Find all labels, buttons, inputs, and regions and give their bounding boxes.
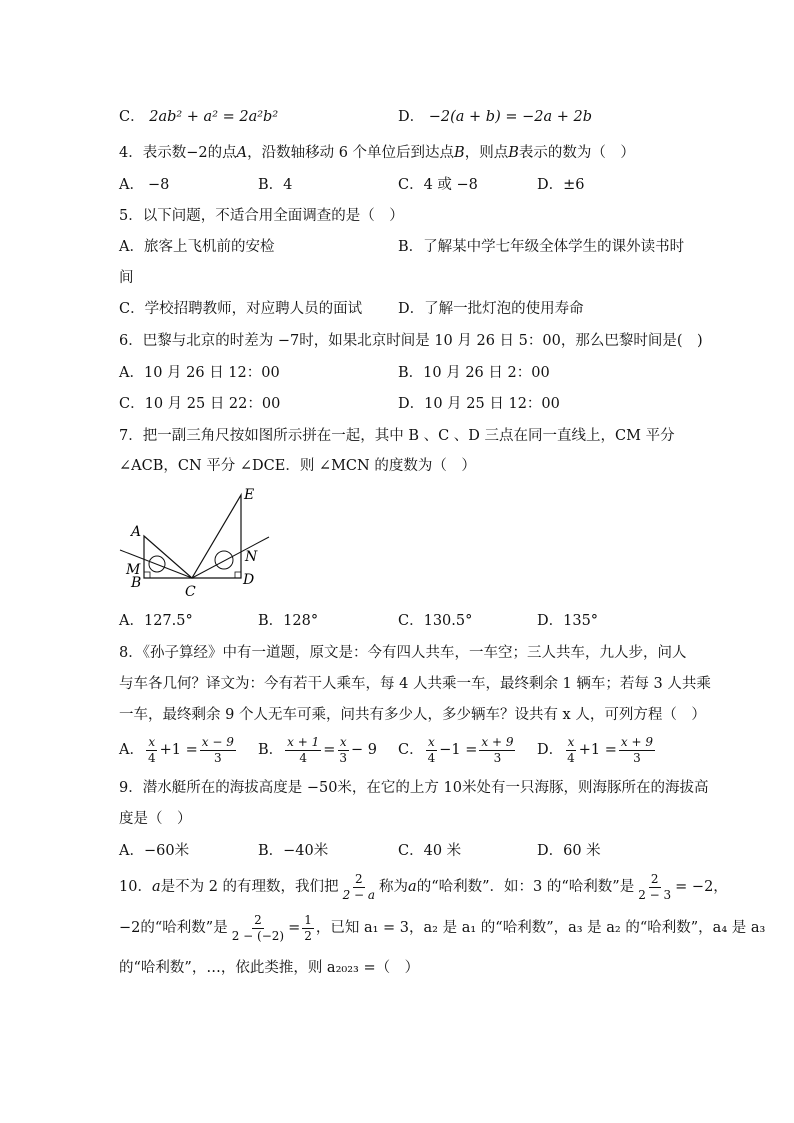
q10-text: 的“哈利数”．如：3 的“哈利数”是 (416, 879, 635, 895)
denominator: 2 − 3 (638, 887, 672, 902)
denominator: 3 (633, 750, 641, 765)
q4-stem-text: 的点 (207, 145, 237, 161)
q10-text: 称为 (379, 879, 409, 895)
q7-option-a: A．127.5° (119, 613, 193, 629)
q4-option-d: D．±6 (537, 177, 585, 193)
operator: +1 = (159, 742, 198, 758)
numerator: x (148, 734, 156, 749)
q10-text: −2的“哈利数”是 (119, 920, 228, 936)
variable-a: a (151, 879, 161, 895)
q8-line2: 与车各几何？译文为：今有若干人乘车，每 4 人共乘一车，最终剩余 1 辆车；若每 3 人共乘 (119, 676, 711, 692)
q8-option-c-label: C． (398, 742, 424, 758)
q8-option-b-label: B． (258, 742, 284, 758)
q6-option-c: C．10 月 25 日 22：00 (119, 396, 281, 412)
numerator: x (339, 734, 347, 749)
denominator: 4 (299, 750, 308, 765)
right-set-square-hole (215, 551, 233, 569)
q6-option-b: B．10 月 26 日 2：00 (398, 365, 550, 381)
numerator: x (428, 734, 435, 749)
right-right-angle-mark (235, 572, 241, 578)
q4-point-a: A (236, 145, 248, 161)
label-c: C (185, 584, 196, 600)
q9-option-d: D．60 米 (537, 843, 601, 859)
q8-option-d-label: D． (537, 742, 564, 758)
q6-option-d: D．10 月 25 日 12：00 (398, 396, 560, 412)
q7-option-d: D．135° (537, 613, 599, 629)
fraction (146, 735, 158, 766)
q3-option-c-label: C． (119, 109, 145, 125)
denominator: 3 (493, 750, 502, 765)
q4-stem-number: −2 (186, 145, 208, 161)
numerator: x + 1 (287, 734, 320, 749)
operator: −1 = (439, 742, 478, 758)
q3-option-c-math: 2ab² + a² = 2a²b² (149, 109, 279, 125)
q4-option-a-label: A． (119, 177, 144, 193)
q9-line2: 度是（ ） (119, 811, 192, 827)
q4-point-b: B (454, 145, 465, 161)
q6-option-a: A．10 月 26 日 12：00 (119, 365, 280, 381)
q8-option-a (119, 733, 238, 767)
q9-option-c: C．40 米 (398, 843, 462, 859)
fraction (636, 872, 673, 903)
numerator: x (567, 734, 575, 749)
label-m: M (126, 562, 141, 578)
denominator: 2 (304, 928, 312, 943)
q5-option-c: C．学校招聘教师，对应聘人员的面试 (119, 301, 363, 317)
numerator: 2 (254, 912, 262, 927)
q9-option-b: B．−40米 (258, 843, 329, 859)
q6-stem: 6．巴黎与北京的时差为 −7时，如果北京时间是 10 月 26 日 5：00，那么巴黎时间是( ) (119, 333, 703, 349)
numerator: 1 (304, 912, 312, 927)
q5-option-b-continued: 间 (119, 270, 134, 286)
fraction (565, 735, 577, 766)
q10-line2 (119, 908, 765, 948)
fraction (426, 735, 438, 766)
q5-option-b: B．了解某中学七年级全体学生的课外读书时 (398, 239, 685, 255)
label-a: A (131, 524, 142, 540)
q4-option-c: C．4 或 −8 (398, 177, 478, 193)
q4-option-b: B．4 (258, 177, 293, 193)
fraction (200, 735, 236, 766)
operator: = (323, 742, 336, 758)
fraction (619, 735, 655, 766)
q10-text: = −2， (675, 879, 728, 895)
fraction (341, 872, 377, 903)
q4-stem (119, 143, 689, 163)
q7-option-b: B．128° (258, 613, 319, 629)
numerator: 2 (354, 871, 363, 886)
left-set-square (144, 536, 192, 578)
denominator: 3 (339, 750, 348, 765)
denominator: 2 − a (342, 887, 376, 902)
fraction (302, 913, 314, 944)
q3-option-d-math: −2(a + b) = −2a + 2b (428, 109, 592, 125)
q8-option-b (258, 733, 377, 767)
left-right-angle-mark (144, 572, 150, 578)
denominator: 3 (213, 750, 222, 765)
q8-line3: 一车，最终剩余 9 个人无车可乘，问共有多少人，多少辆车？设共有 x 人，可列方程（ ） (119, 707, 706, 723)
numerator: x + 9 (481, 734, 514, 749)
q4-point-b: B (508, 145, 519, 161)
fraction (337, 735, 349, 766)
q5-stem: 5．以下问题，不适合用全面调查的是（ ） (119, 208, 404, 224)
denominator: 4 (567, 750, 575, 765)
q4-option-a-value: −8 (147, 177, 170, 193)
q7-option-c: C．130.5° (398, 613, 473, 629)
q9-option-a: A．−60米 (119, 843, 190, 859)
q8-option-c (398, 733, 517, 767)
q7-stem-line2: ∠ACB，CN 平分 ∠DCE．则 ∠MCN 的度数为（ ） (119, 458, 476, 474)
q10-number: 10． (119, 879, 152, 895)
q10-line1 (119, 868, 728, 906)
q4-stem-text: ，则点 (464, 145, 509, 161)
q9-line1: 9．潜水艇所在的海拔高度是 −50米，在它的上方 10米处有一只海豚，则海豚所在的海拔高 (119, 780, 709, 796)
q8-option-a-label: A． (119, 742, 144, 758)
q5-option-a: A．旅客上飞机前的安检 (119, 239, 275, 255)
q7-stem-line1: 7．把一副三角尺按如图所示拼在一起，其中 B 、C 、D 三点在同一直线上，CM 平分 (119, 428, 675, 444)
fraction (285, 735, 321, 766)
label-e: E (244, 487, 255, 503)
q8-option-d (537, 733, 657, 767)
variable-a: a (408, 879, 417, 895)
q3-option-d-label: D． (398, 109, 425, 125)
q10-text: 是不为 2 的有理数，我们把 (160, 879, 339, 895)
label-d: D (243, 572, 255, 588)
numerator: x − 9 (201, 734, 234, 749)
denominator: 2 − (−2) (231, 928, 285, 943)
numerator: 2 (650, 871, 659, 886)
denominator: 4 (147, 750, 156, 765)
q3-option-c (119, 107, 278, 127)
q4-stem-text: ，沿数轴移动 6 个单位后到达点 (247, 145, 455, 161)
operator: − 9 (351, 742, 378, 758)
label-n: N (245, 549, 258, 565)
operator: = (288, 920, 301, 936)
q4-stem-text: 4．表示数 (119, 145, 187, 161)
q3-option-d (398, 107, 592, 127)
denominator: 4 (427, 750, 436, 765)
numerator: x + 9 (620, 734, 654, 749)
q8-line1: 8．《孙子算经》中有一道题，原文是：今有四人共车，一车空；三人共车，九人步，问人 (119, 645, 687, 661)
q4-stem-text: 表示的数为（ ） (518, 145, 635, 161)
q10-text: ，已知 a₁ = 3，a₂ 是 a₁ 的“哈利数”，a₃ 是 a₂ 的“哈利数”，a₄ 是 a₃ (315, 920, 766, 936)
label-b: B (131, 575, 142, 591)
operator: +1 = (578, 742, 617, 758)
q7-triangle-figure (112, 484, 272, 602)
fraction (230, 913, 286, 944)
q4-option-a (119, 175, 169, 195)
q10-line3: 的“哈利数”，…，依此类推，则 a₂₀₂₃ =（ ） (119, 960, 420, 976)
fraction (479, 735, 515, 766)
q5-option-d: D．了解一批灯泡的使用寿命 (398, 301, 584, 317)
